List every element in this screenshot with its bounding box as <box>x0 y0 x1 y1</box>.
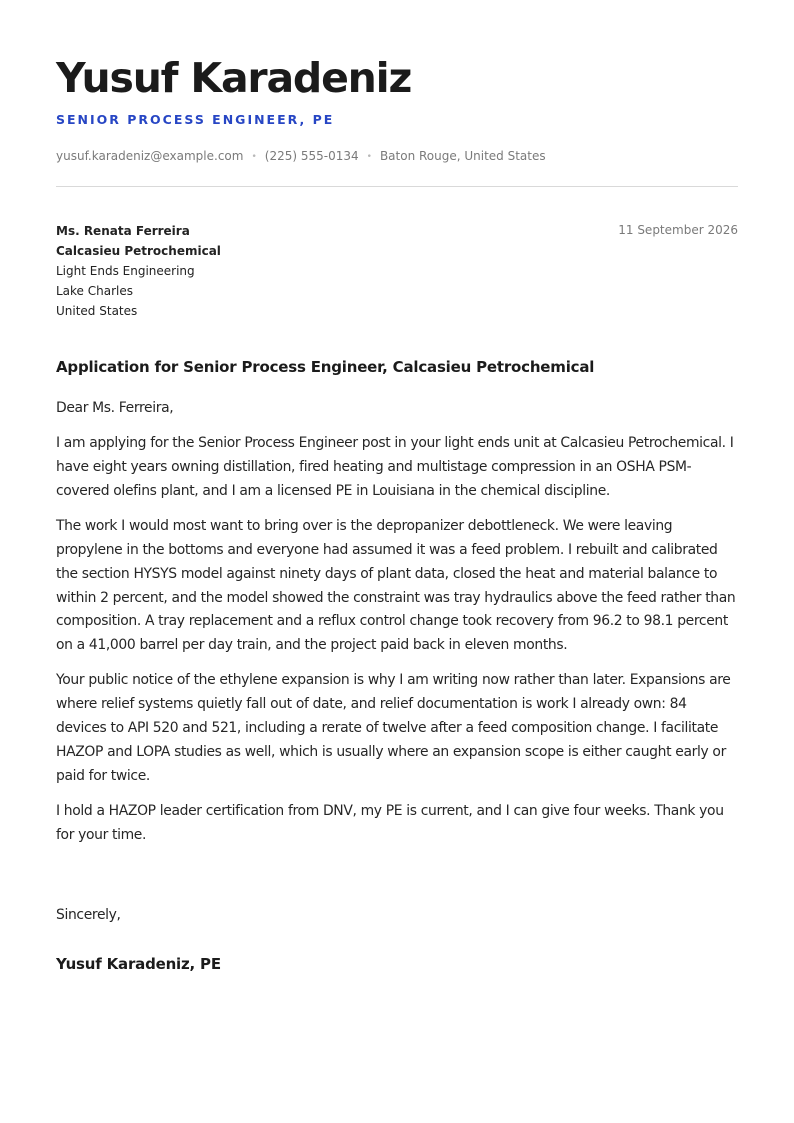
recipient-name: Ms. Renata Ferreira <box>56 224 190 238</box>
salutation: Dear Ms. Ferreira, <box>56 400 174 416</box>
body-paragraph: The work I would most want to bring over is the depropanizer debottleneck. We were leaving propylene in the bottoms and everyone had assumed it was a feed problem. I rebuilt and calibrated the section HYSYS model against ninety days of plant data, closed the heat and material balance to within 2 percent, and the model showed the constraint was tray hydraulics above the feed rather than composition. A tray replacement and a reflux control change took recovery from 96.2 to 98.1 percent on a 41,000 barrel per day train, and the project paid back in eleven months. <box>56 518 736 654</box>
header-divider <box>56 186 738 187</box>
recipient-department: Light Ends Engineering <box>56 264 195 278</box>
closing: Sincerely, <box>56 907 121 923</box>
body-paragraph: Your public notice of the ethylene expansion is why I am writing now rather than later. Expansions are where relief systems quietly fall out of date, and relief documentation is work I already own: 84 devices to API 520 and 521, including a rerate of twelve after a feed composition change. I facilitate HAZOP and LOPA studies as well, which is usually where an expansion scope is either caught early or paid for twice. <box>56 672 731 784</box>
contact-location: Baton Rouge, United States <box>379 149 546 163</box>
letter-date: 11 September 2026 <box>618 223 738 237</box>
letter-body <box>56 397 740 859</box>
body-paragraph: I hold a HAZOP leader certification from DNV, my PE is current, and I can give four weeks. Thank you for your time. <box>56 802 724 843</box>
contact-line <box>56 147 546 166</box>
body-paragraph: I am applying for the Senior Process Engineer post in your light ends unit at Calcasieu Petrochemical. I have eight years owning distillation, fired heating and multistage compression in an OSHA PSM-covered olefins plant, and I am a licensed PE in Louisiana in the chemical discipline. <box>56 435 734 499</box>
applicant-name: Yusuf Karadeniz <box>56 54 412 102</box>
letter-subject: Application for Senior Process Engineer, Calcasieu Petrochemical <box>56 358 595 376</box>
applicant-role: SENIOR PROCESS ENGINEER, PE <box>56 112 335 127</box>
contact-separator: • <box>366 152 372 162</box>
recipient-country: United States <box>56 304 138 318</box>
recipient-block <box>56 221 221 321</box>
recipient-company: Calcasieu Petrochemical <box>56 244 221 258</box>
contact-separator: • <box>251 152 257 162</box>
recipient-city: Lake Charles <box>56 284 133 298</box>
contact-email: yusuf.karadeniz@example.com <box>56 149 244 163</box>
contact-phone: (225) 555-0134 <box>264 149 359 163</box>
signature: Yusuf Karadeniz, PE <box>56 955 221 973</box>
